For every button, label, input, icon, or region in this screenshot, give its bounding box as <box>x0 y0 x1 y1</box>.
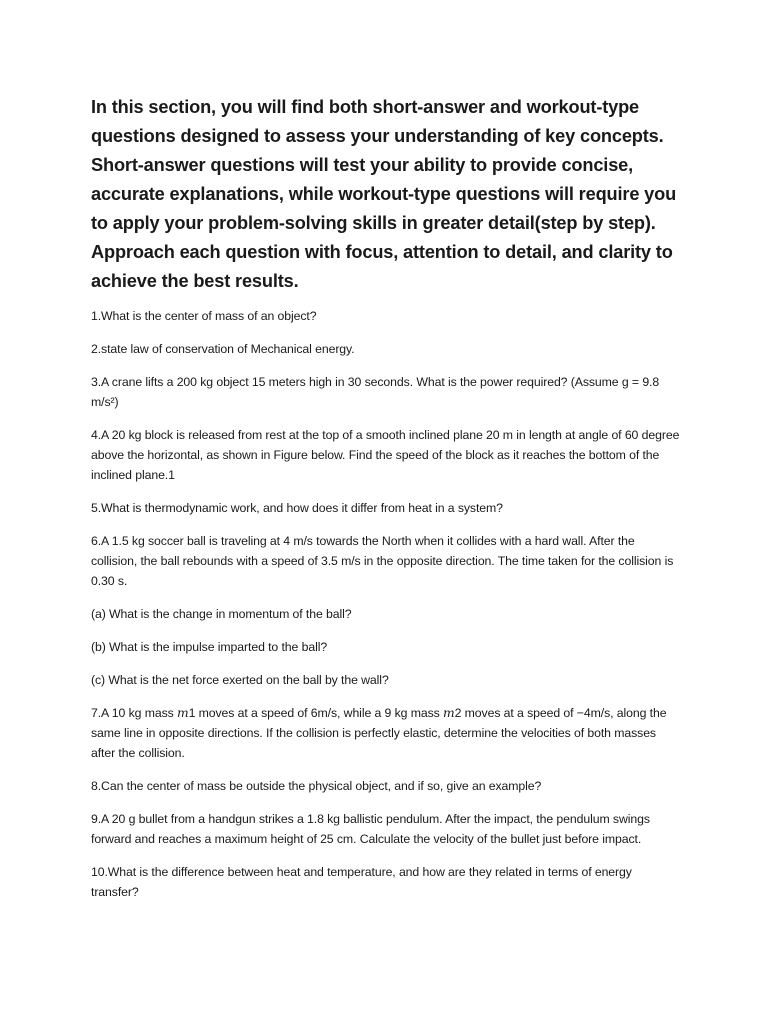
question-1: 1.What is the center of mass of an object? <box>91 309 317 323</box>
question-7-text-end: moves at a speed of −4m/s, along the same line in opposite directions. If the collision is perfectly elastic, determine the velocities of both masses after the collision. <box>91 706 667 760</box>
mass-m2-subscript: 2 <box>454 706 462 720</box>
mass-m1-symbol: m <box>177 706 189 720</box>
question-7-text-start: 7.A 10 kg mass <box>91 706 177 720</box>
question-9: 9.A 20 g bullet from a handgun strikes a 1.8 kg ballistic pendulum. After the impact, the pendulum swings forward and reaches a maximum height of 25 cm. Calculate the velocity of the bullet just before impact. <box>91 812 650 846</box>
section-instructions: In this section, you will find both short-answer and workout-type questions designed to assess your understanding of key concepts. Short-answer questions will test your ability to provide concise, accurate explanations, while workout-type questions will require you to apply your problem-solving skills in greater detail(step by step). Approach each question with focus, attention to detail, and clarity to achieve the best results. <box>91 97 677 291</box>
question-6: 6.A 1.5 kg soccer ball is traveling at 4 m/s towards the North when it collides with a hard wall. After the collision, the ball rebounds with a speed of 3.5 m/s in the opposite direction. The time taken for the collision is 0.30 s. <box>91 534 674 588</box>
document-page <box>91 93 681 915</box>
question-8: 8.Can the center of mass be outside the physical object, and if so, give an example? <box>91 779 542 793</box>
question-6c: (c) What is the net force exerted on the ball by the wall? <box>91 673 389 687</box>
question-6b: (b) What is the impulse imparted to the ball? <box>91 640 328 654</box>
question-6a: (a) What is the change in momentum of the ball? <box>91 607 352 621</box>
question-10: 10.What is the difference between heat and temperature, and how are they related in terms of energy transfer? <box>91 865 632 899</box>
mass-m1-subscript: 1 <box>188 706 196 720</box>
mass-m2-symbol: m <box>443 706 455 720</box>
question-3: 3.A crane lifts a 200 kg object 15 meters high in 30 seconds. What is the power required? (Assume g = 9.8 m/s²) <box>91 375 660 409</box>
question-7 <box>91 703 681 763</box>
question-5: 5.What is thermodynamic work, and how does it differ from heat in a system? <box>91 501 503 515</box>
question-4: 4.A 20 kg block is released from rest at the top of a smooth inclined plane 20 m in length at angle of 60 degree above the horizontal, as shown in Figure below. Find the speed of the block as it reaches the bottom of the inclined plane.1 <box>91 428 680 482</box>
question-7-text-middle: moves at a speed of 6m/s, while a 9 kg mass <box>195 706 444 720</box>
question-2: 2.state law of conservation of Mechanical energy. <box>91 342 355 356</box>
